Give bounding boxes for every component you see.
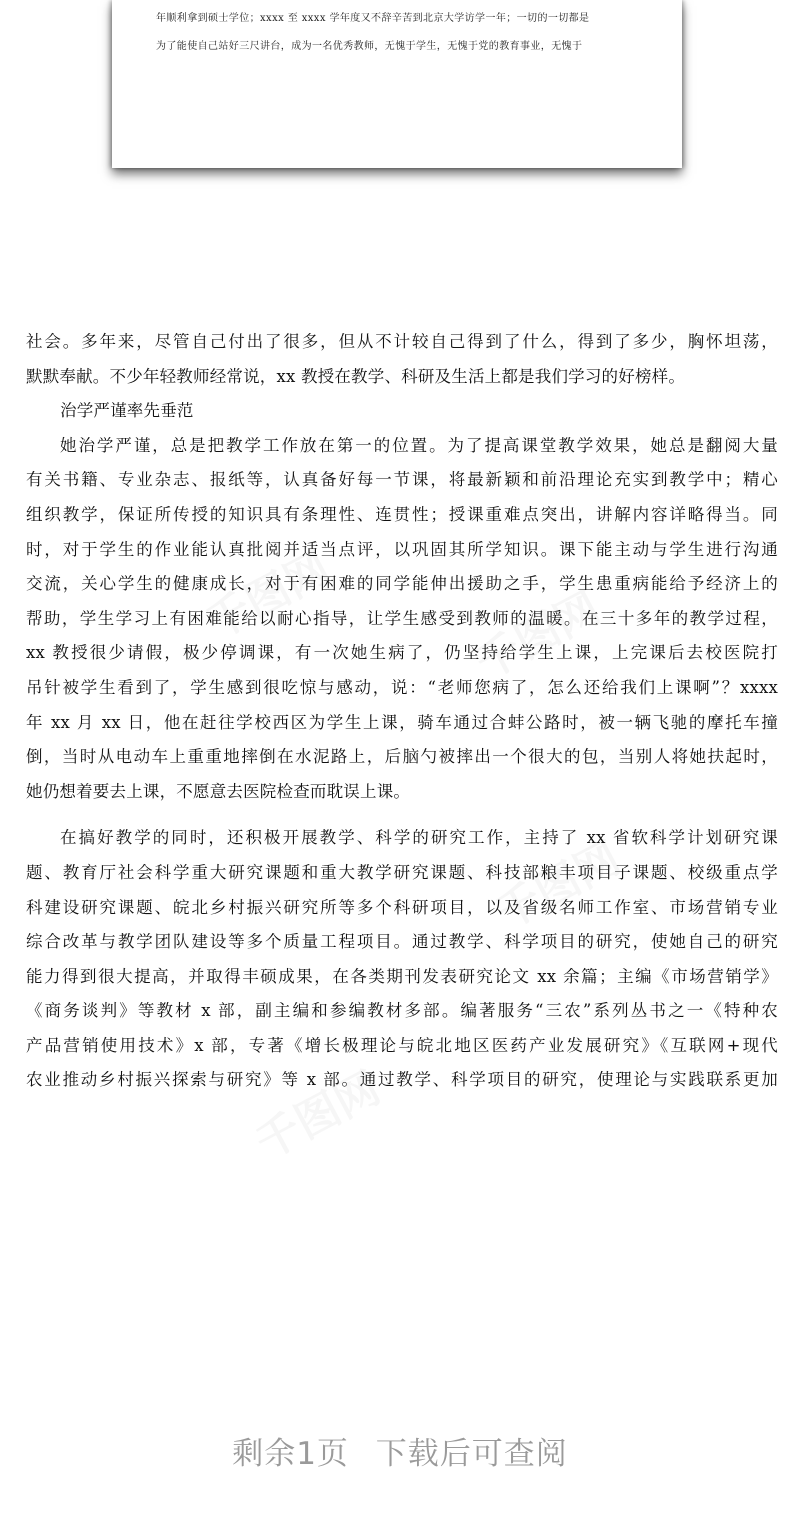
paragraph-line: 有关书籍、专业杂志、报纸等，认真备好每一节课，将最新颖和前沿理论充实到教学中；精心 bbox=[26, 470, 778, 490]
paragraph-line: 在搞好教学的同时，还积极开展教学、科学的研究工作，主持了 xx 省软科学计划研究课 bbox=[60, 828, 778, 848]
paragraph-line: 倒，当时从电动车上重重地摔倒在水泥路上，后脑勺被摔出一个很大的包，当别人将她扶起时， bbox=[26, 747, 778, 767]
preview-line: 为了能使自己站好三尺讲台，成为一名优秀教师，无愧于学生，无愧于党的教育事业，无愧于 bbox=[156, 41, 583, 52]
paragraph-line: 题、教育厅社会科学重大研究课题和重大教学研究课题、科技部粮丰项目子课题、校级重点学 bbox=[26, 862, 778, 882]
paragraph-line: 综合改革与教学团队建设等多个质量工程项目。通过教学、科学项目的研究，使她自己的研究 bbox=[26, 932, 778, 952]
paragraph-line: 社会。多年来，尽管自己付出了很多，但从不计较自己得到了什么，得到了多少，胸怀坦荡， bbox=[26, 332, 778, 351]
paragraph-line: 时，对于学生的作业能认真批阅并适当点评，以巩固其所学知识。课下能主动与学生进行沟通 bbox=[26, 539, 778, 559]
watermark: 千图网 bbox=[247, 1062, 389, 1170]
paragraph-line: xx 教授很少请假，极少停调课，有一次她生病了，仍坚持给学生上课，上完课后去校医院打 bbox=[26, 643, 778, 663]
paragraph-line: 帮助，学生学习上有困难能给以耐心指导，让学生感受到教师的温暖。在三十多年的教学过程， bbox=[26, 608, 778, 628]
paragraph-line: 科建设研究课题、皖北乡村振兴研究所等多个科研项目，以及省级名师工作室、市场营销专业 bbox=[26, 897, 778, 917]
document-body bbox=[26, 325, 778, 1098]
paragraph-line: 她治学严谨，总是把教学工作放在第一的位置。为了提高课堂教学效果，她总是翻阅大量 bbox=[60, 435, 778, 455]
paragraph-line: 年 xx 月 xx 日，他在赶往学校西区为学生上课，骑车通过合蚌公路时，被一辆飞驰的摩托车撞 bbox=[26, 712, 778, 732]
watermark: 千图网 bbox=[197, 542, 339, 650]
paragraph-line: 吊针被学生看到了，学生感到很吃惊与感动，说：“老师您病了，怎么还给我们上课啊”？xxxx bbox=[26, 677, 778, 697]
paragraph-line: 默默奉献。不少年轻教师经常说，xx 教授在教学、科研及生活上都是我们学习的好榜样。 bbox=[26, 366, 686, 386]
preview-line: 年顺利拿到硕士学位；xxxx 至 xxxx 学年度又不辞辛苦到北京大学访学一年；一切的一切都是 bbox=[156, 13, 590, 24]
paragraph-line: 组织教学，保证所传授的知识具有条理性、连贯性；授课重难点突出，讲解内容详略得当。同 bbox=[26, 504, 778, 524]
previous-page-preview bbox=[112, 0, 682, 168]
paragraph-line: 产品营销使用技术》x 部，专著《增长极理论与皖北地区医药产业发展研究》《互联网+现代 bbox=[26, 1035, 778, 1055]
paragraph-line: 农业推动乡村振兴探索与研究》等 x 部。通过教学、科学项目的研究，使理论与实践联系更加 bbox=[26, 1070, 778, 1090]
watermark: 千图网 bbox=[487, 832, 629, 940]
section-heading: 治学严谨率先垂范 bbox=[60, 401, 194, 421]
paragraph-line: 能力得到很大提高，并取得丰硕成果，在各类期刊发表研究论文 xx 余篇；主编《市场营销学》 bbox=[26, 966, 778, 986]
paragraph-line: 《商务谈判》等教材 x 部，副主编和参编教材多部。编著服务“三农”系列丛书之一《特种农 bbox=[26, 1001, 778, 1021]
paragraph-line: 她仍想着要去上课，不愿意去医院检查而耽误上课。 bbox=[26, 781, 411, 801]
download-prompt-banner[interactable]: 剩余1页 下载后可查阅 bbox=[232, 1436, 568, 1472]
watermark: 千图网 bbox=[467, 582, 609, 690]
paragraph-line: 交流，关心学生的健康成长，对于有困难的同学能伸出援助之手，学生患重病能给予经济上的 bbox=[26, 574, 778, 594]
